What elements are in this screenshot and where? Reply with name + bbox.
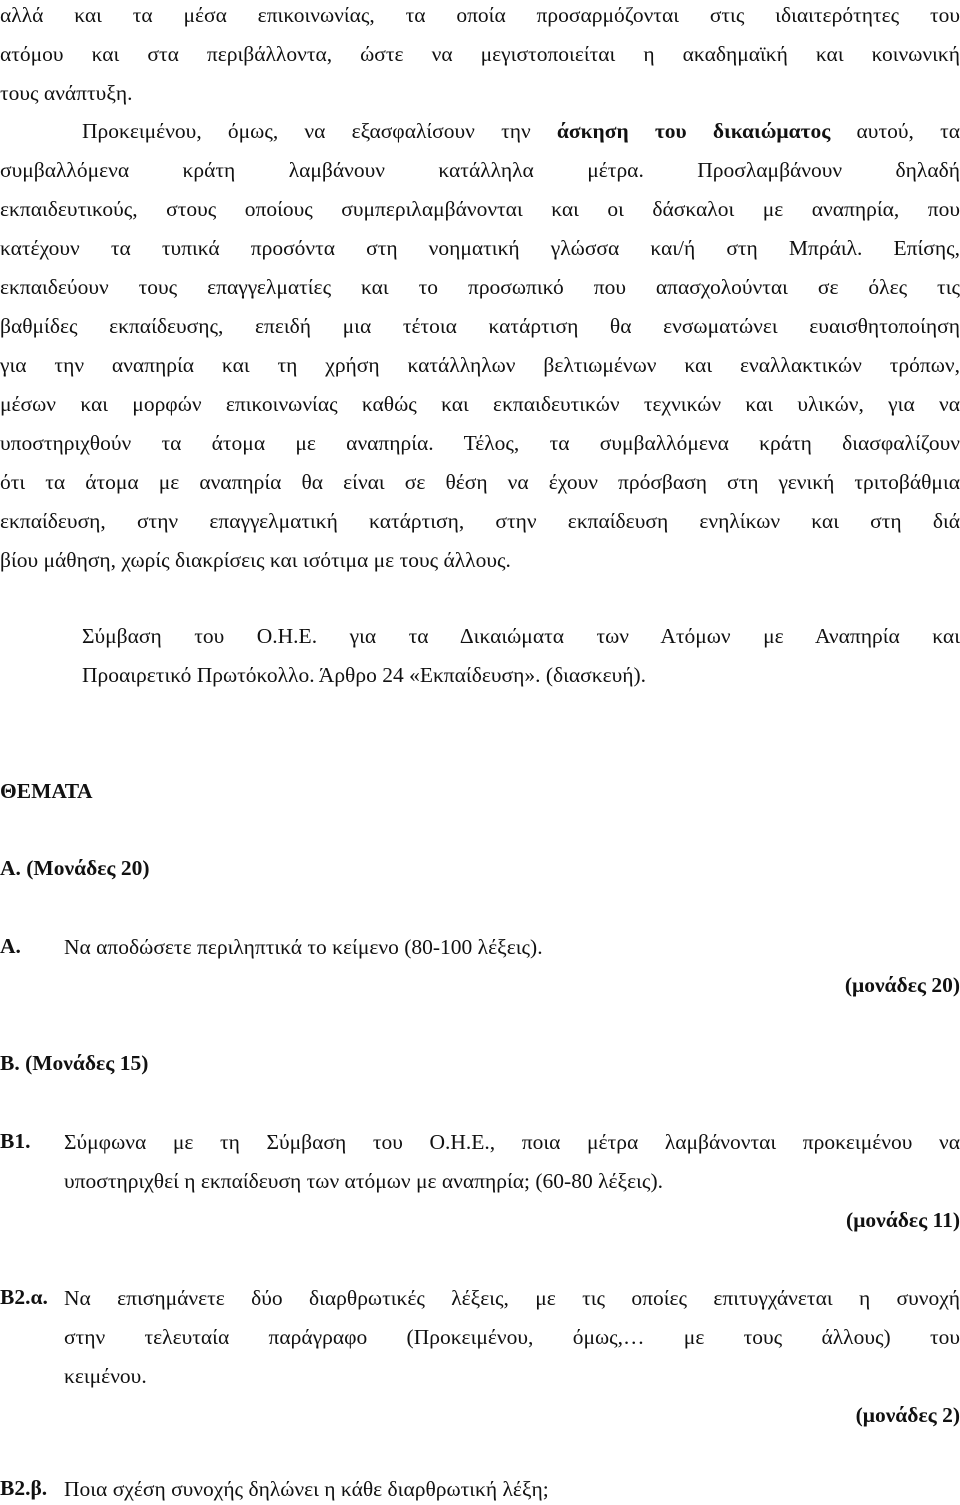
question-b2b-line: Ποια σχέση συνοχής δηλώνει η κάθε διαρθρωτική λέξη; <box>64 1477 549 1501</box>
passage-text: αυτού, τα <box>830 119 960 143</box>
passage-line: ατόμου και στα περιβάλλοντα, ώστε να μεγιστοποιείται η ακαδημαϊκή και κοινωνική <box>0 42 960 66</box>
passage-line: συμβαλλόμενα κράτη λαμβάνουν κατάλληλα μέτρα. Προσλαμβάνουν δηλαδή <box>0 158 960 182</box>
section-a-heading: Α. (Μονάδες 20) <box>0 856 150 880</box>
passage-line: ότι τα άτομα με αναπηρία θα είναι σε θέση να έχουν πρόσβαση στη γενική τριτοβάθμια <box>0 470 960 494</box>
passage-line: υποστηριχθούν τα άτομα με αναπηρία. Τέλος, τα συμβαλλόμενα κράτη διασφαλίζουν <box>0 431 960 455</box>
section-b-heading: Β. (Μονάδες 15) <box>0 1051 149 1075</box>
question-b2b-label: Β2.β. <box>0 1476 48 1500</box>
question-a-text: Να αποδώσετε περιληπτικά το κείμενο (80-100 λέξεις). <box>64 935 543 959</box>
question-b2a-line: στην τελευταία παράγραφο (Προκειμένου, όμως,… με τους άλλους) του <box>64 1325 960 1349</box>
question-b1-line: υποστηριχθεί η εκπαίδευση των ατόμων με αναπηρία; (60-80 λέξεις). <box>64 1169 663 1193</box>
themes-heading: ΘΕΜΑΤΑ <box>0 779 93 803</box>
passage-line-emphasis <box>82 118 960 144</box>
passage-line: εκπαιδεύουν τους επαγγελματίες και το προσωπικό που απασχολούνται σε όλες τις <box>0 275 960 299</box>
source-line: Προαιρετικό Πρωτόκολλο. Άρθρο 24 «Εκπαίδευση». (διασκευή). <box>82 663 647 687</box>
passage-line: μέσων και μορφών επικοινωνίας καθώς και εκπαιδευτικών τεχνικών και υλικών, για να <box>0 392 960 416</box>
passage-line: βαθμίδες εκπαίδευσης, επειδή μια τέτοια κατάρτιση θα ενσωματώνει ευαισθητοποίηση <box>0 314 960 338</box>
question-a-points: (μονάδες 20) <box>844 973 960 997</box>
question-b1-points: (μονάδες 11) <box>846 1208 960 1232</box>
question-b1-label: Β1. <box>0 1129 31 1153</box>
passage-line: κατέχουν τα τυπικά προσόντα στη νοηματική γλώσσα και/ή στη Μπράιλ. Επίσης, <box>0 236 960 260</box>
question-b2a-points: (μονάδες 2) <box>855 1403 960 1427</box>
question-b2a-line: κειμένου. <box>64 1364 147 1388</box>
passage-emphasis: άσκηση του δικαιώματος <box>556 119 831 143</box>
passage-line: εκπαίδευση, στην επαγγελματική κατάρτιση, στην εκπαίδευση ενηλίκων και στη διά <box>0 509 960 533</box>
passage-line: αλλά και τα μέσα επικοινωνίας, τα οποία προσαρμόζονται στις ιδιαιτερότητες του <box>0 3 960 27</box>
passage-text: Προκειμένου, όμως, να εξασφαλίσουν την <box>82 119 557 143</box>
passage-line: βίου μάθηση, χωρίς διακρίσεις και ισότιμα με τους άλλους. <box>0 548 511 572</box>
question-b1-line: Σύμφωνα με τη Σύμβαση του Ο.Η.Ε., ποια μέτρα λαμβάνονται προκειμένου να <box>64 1130 960 1154</box>
question-a-label: Α. <box>0 934 21 958</box>
source-line: Σύμβαση του Ο.Η.Ε. για τα Δικαιώματα των Ατόμων με Αναπηρία και <box>82 624 960 648</box>
question-b2a-label: Β2.α. <box>0 1285 48 1309</box>
question-b2a-line: Να επισημάνετε δύο διαρθρωτικές λέξεις, με τις οποίες επιτυγχάνεται η συνοχή <box>64 1286 960 1310</box>
passage-line: τους ανάπτυξη. <box>0 81 133 105</box>
passage-line: εκπαιδευτικούς, στους οποίους συμπεριλαμβάνονται και οι δάσκαλοι με αναπηρία, που <box>0 197 960 221</box>
passage-line: για την αναπηρία και τη χρήση κατάλληλων βελτιωμένων και εναλλακτικών τρόπων, <box>0 353 960 377</box>
